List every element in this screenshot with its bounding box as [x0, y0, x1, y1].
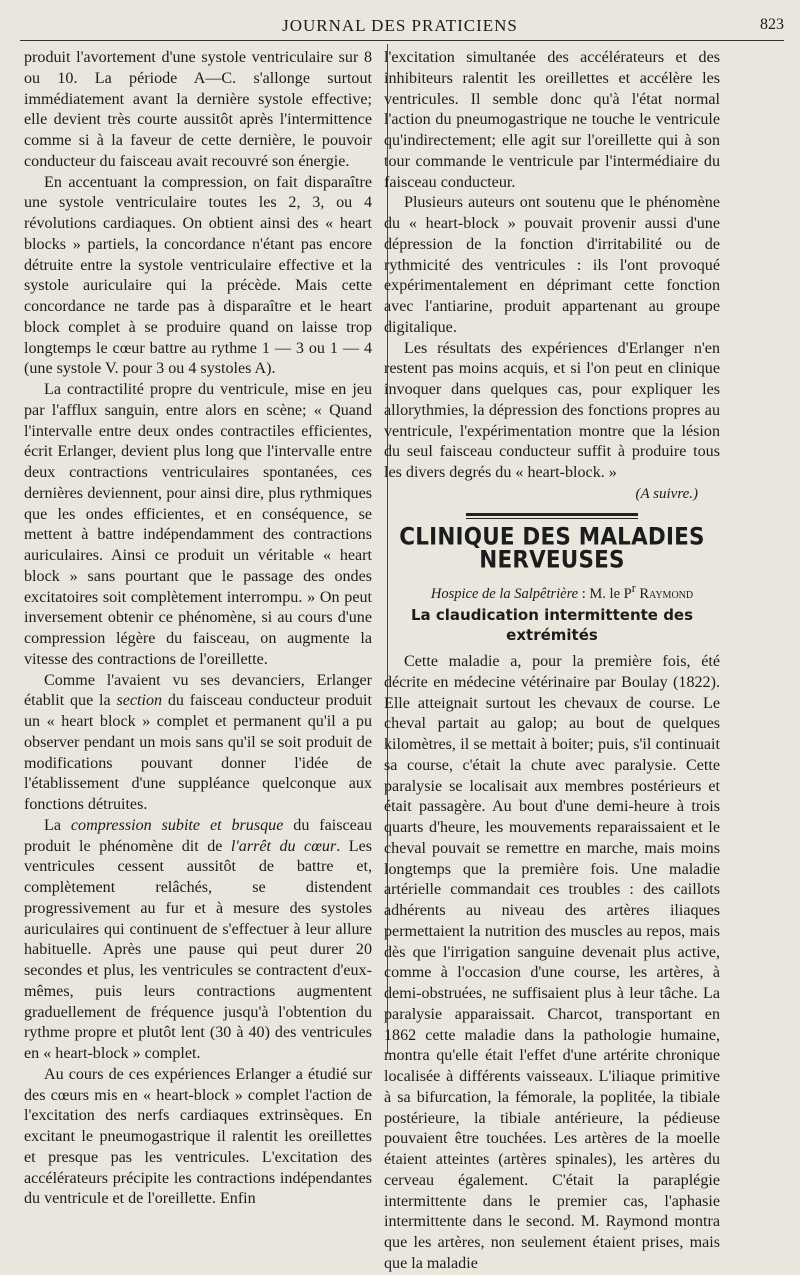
hospice-sup: r — [631, 581, 636, 595]
ornament-thin-rule — [466, 518, 638, 519]
text-run: Comme l'avaient vu ses devanciers, Erlanger établit que la — [24, 671, 372, 710]
paragraph: Plusieurs auteurs ont soutenu que le phénomène du « heart-block » pouvait provenir aussi d'une dépression de la fonction d'irritabilité ou de rythmicité des ventricules : ils l'ont provoqué expérimentalement en déprimant cette fonction avec l'antiarine, produit appartenant au groupe digitalique. — [384, 194, 720, 336]
text-run: . Les ventricules cessent aussitôt de battre et, complètement relâchés, se distendent progressivement au fur et à mesure des systoles auriculaires qui continuent de s'effectuer à leur allure habituelle. Après une pause qui peut durer 20 secondes et plus, les ventricules se contractent d'eux-mêmes, puis leurs contractions augmentent graduellement de fréquence jusqu'à l'obtention du rythme propre et plutôt lent (30 à 40) des ventricules en « heart-block » complet. — [24, 837, 372, 1062]
right-column — [384, 48, 720, 1275]
running-title: JOURNAL DES PRATICIENS — [282, 16, 518, 35]
italic-term: l'arrêt du cœur — [230, 837, 337, 855]
paragraph — [24, 816, 372, 1065]
paragraph: En accentuant la compression, on fait disparaître une systole ventriculaire toutes les 2, 3, ou 4 révolutions cardiaques. On obtient ainsi des « heart blocks » partiels, la concordance n'étant pas encore détruite entre la systole ventriculaire effective et la systole auriculaire qui la précède. Mais cette concordance ne tarde pas à disparaître et le heart block complet à se produire quand on laisse trop longtemps le cœur battre au rythme 1 — 3 ou 1 — 4 (une systole V. pour 3 ou 4 systoles A). — [24, 173, 372, 378]
section-title: CLINIQUE DES MALADIES NERVEUSES — [399, 523, 705, 574]
left-column — [24, 48, 372, 1210]
paragraph: Au cours de ces expériences Erlanger a étudié sur des cœurs mis en « heart-block » complet l'action de l'excitation des nerfs cardiaques extrinsèques. En excitant le pneumogastrique il ralentit les oreillettes et presque pas les ventricules. L'excitation des accélérateurs précipite les contractions indépendantes du ventricule et de l'oreillette. Enfin — [24, 1065, 372, 1208]
to-be-continued: (A suivre.) — [635, 485, 698, 502]
text-run: du faisceau conducteur produit un « heart block » complet et permanent qu'il a pu observer pendant un mois sans qu'il se soit produit de modifications pouvant donner l'idée de l'établissement d'une suppléance quelconque aux fonctions détruites. — [24, 692, 373, 813]
hospice-name: Hospice de la Salpêtrière — [430, 585, 579, 602]
italic-term: section — [116, 692, 163, 710]
page-number: 823 — [760, 16, 784, 33]
paragraph: Cette maladie a, pour la première fois, été décrite en médecine vétérinaire par Boulay (1822). Elle atteignait surtout les chevaux de course. Le cheval partait au galop; au bout de quelques kilomètres, il se mettait à boiter; puis, s'il continuait sa course, c'était la chute avec paralysie. Cette paralysie se localisait aux membres postérieurs et était passagère. Au bout d'une demi-heure à trois quarts d'heure, les mouvements reparaissaient et le cheval pouvait se remettre en marche, mais moins longtemps que la première fois. Une maladie artérielle commandait ces troubles : des caillots adhérents au niveau des artères iliaques permettaient la nutrition des muscles au repos, mais dès que l'irrigation sanguine devenait plus active, comme à l'occasion d'une course, les artères, à demi-obstruées, ne suffisaient plus à leur tâche. La paralysie apparaissait. Charcot, transportant en 1862 cette maladie dans la pathologie humaine, montra qu'elle était l'effet d'une artérite chronique localisée à différents vaisseaux. L'iliaque primitive à sa bifurcation, la fémorale, la poplitée, la tibiale postérieure, la tibiale antérieure, la pédieuse pouvaient être touchées. Les artères de la moelle étaient atteintes (artères spinales), les artères du cerveau également. C'était la paraplégie intermittente dans le premier cas, l'aphasie intermittente dans le second. M. Raymond montra que les artères, non seulement étaient prises, mais que la maladie — [384, 653, 720, 1272]
paragraph: Les résultats des expériences d'Erlanger n'en restent pas moins acquis, et si l'on peut en clinique invoquer dans quelques cas, pour expliquer les allorythmies, la dépression des fonctions propres au ventricule, l'expérimentation montre que la lésion du seul faisceau conducteur suffit à produire tous les divers degrés du « heart-block. » — [384, 339, 720, 481]
paragraph: l'excitation simultanée des accélérateurs et des inhibiteurs ralentit les oreillettes et accélère les ventricules. Il semble donc qu'à l'état normal l'action du pneumogastrique ne touche le ventricule qu'indirectement; elle agit sur l'oreillette qui à son tour commande le ventricule par l'intermédiaire du faisceau conducteur. — [384, 49, 720, 191]
professor-name: Raymond — [635, 585, 694, 602]
article-title: La claudication intermittente des extrémités — [410, 605, 694, 645]
paragraph: produit l'avortement d'une systole ventriculaire sur 8 ou 10. La période A—C. s'allonge surtout immédiatement avant la dernière systole effective; elle devient très courte aussitôt après l'intermittence comme si à la faveur de cette dernière, le pouvoir conducteur du faisceau avait recouvré son énergie. — [24, 49, 372, 170]
text-run: La — [44, 816, 71, 834]
header-rule — [20, 40, 784, 41]
hospice-sep: : M. le P — [578, 585, 632, 602]
italic-term: compression subite et brusque — [70, 816, 284, 834]
hospice-line — [384, 578, 720, 605]
paragraph — [24, 671, 372, 816]
ornament-thick-rule — [466, 513, 638, 516]
running-header — [0, 14, 800, 38]
text-run: du faisceau produit le phénomène dit de — [24, 816, 373, 855]
paragraph: La contractilité propre du ventricule, mise en jeu par l'afflux sanguin, entre alors en scène; « Quand l'intervalle entre deux ondes contractiles efficientes, écrit Erlanger, devient plus long que l'intervalle entre deux contractions ventriculaires spontanées, ces dernières deviennent, pour ainsi dire, plus rythmiques que les ondes efficientes, et en conséquence, se mettent à battre indépendamment des contractions auriculaires. Ainsi ce produit un véritable « heart block » sans pourtant que le passage des ondes excitatoires soit complètement interrompu. » On peut inversement obtenir ce phénomène, si au cours d'une compression légère du faisceau, on augmente la vitesse des contractions de l'oreillette. — [24, 381, 372, 668]
section-ornament — [466, 513, 638, 519]
